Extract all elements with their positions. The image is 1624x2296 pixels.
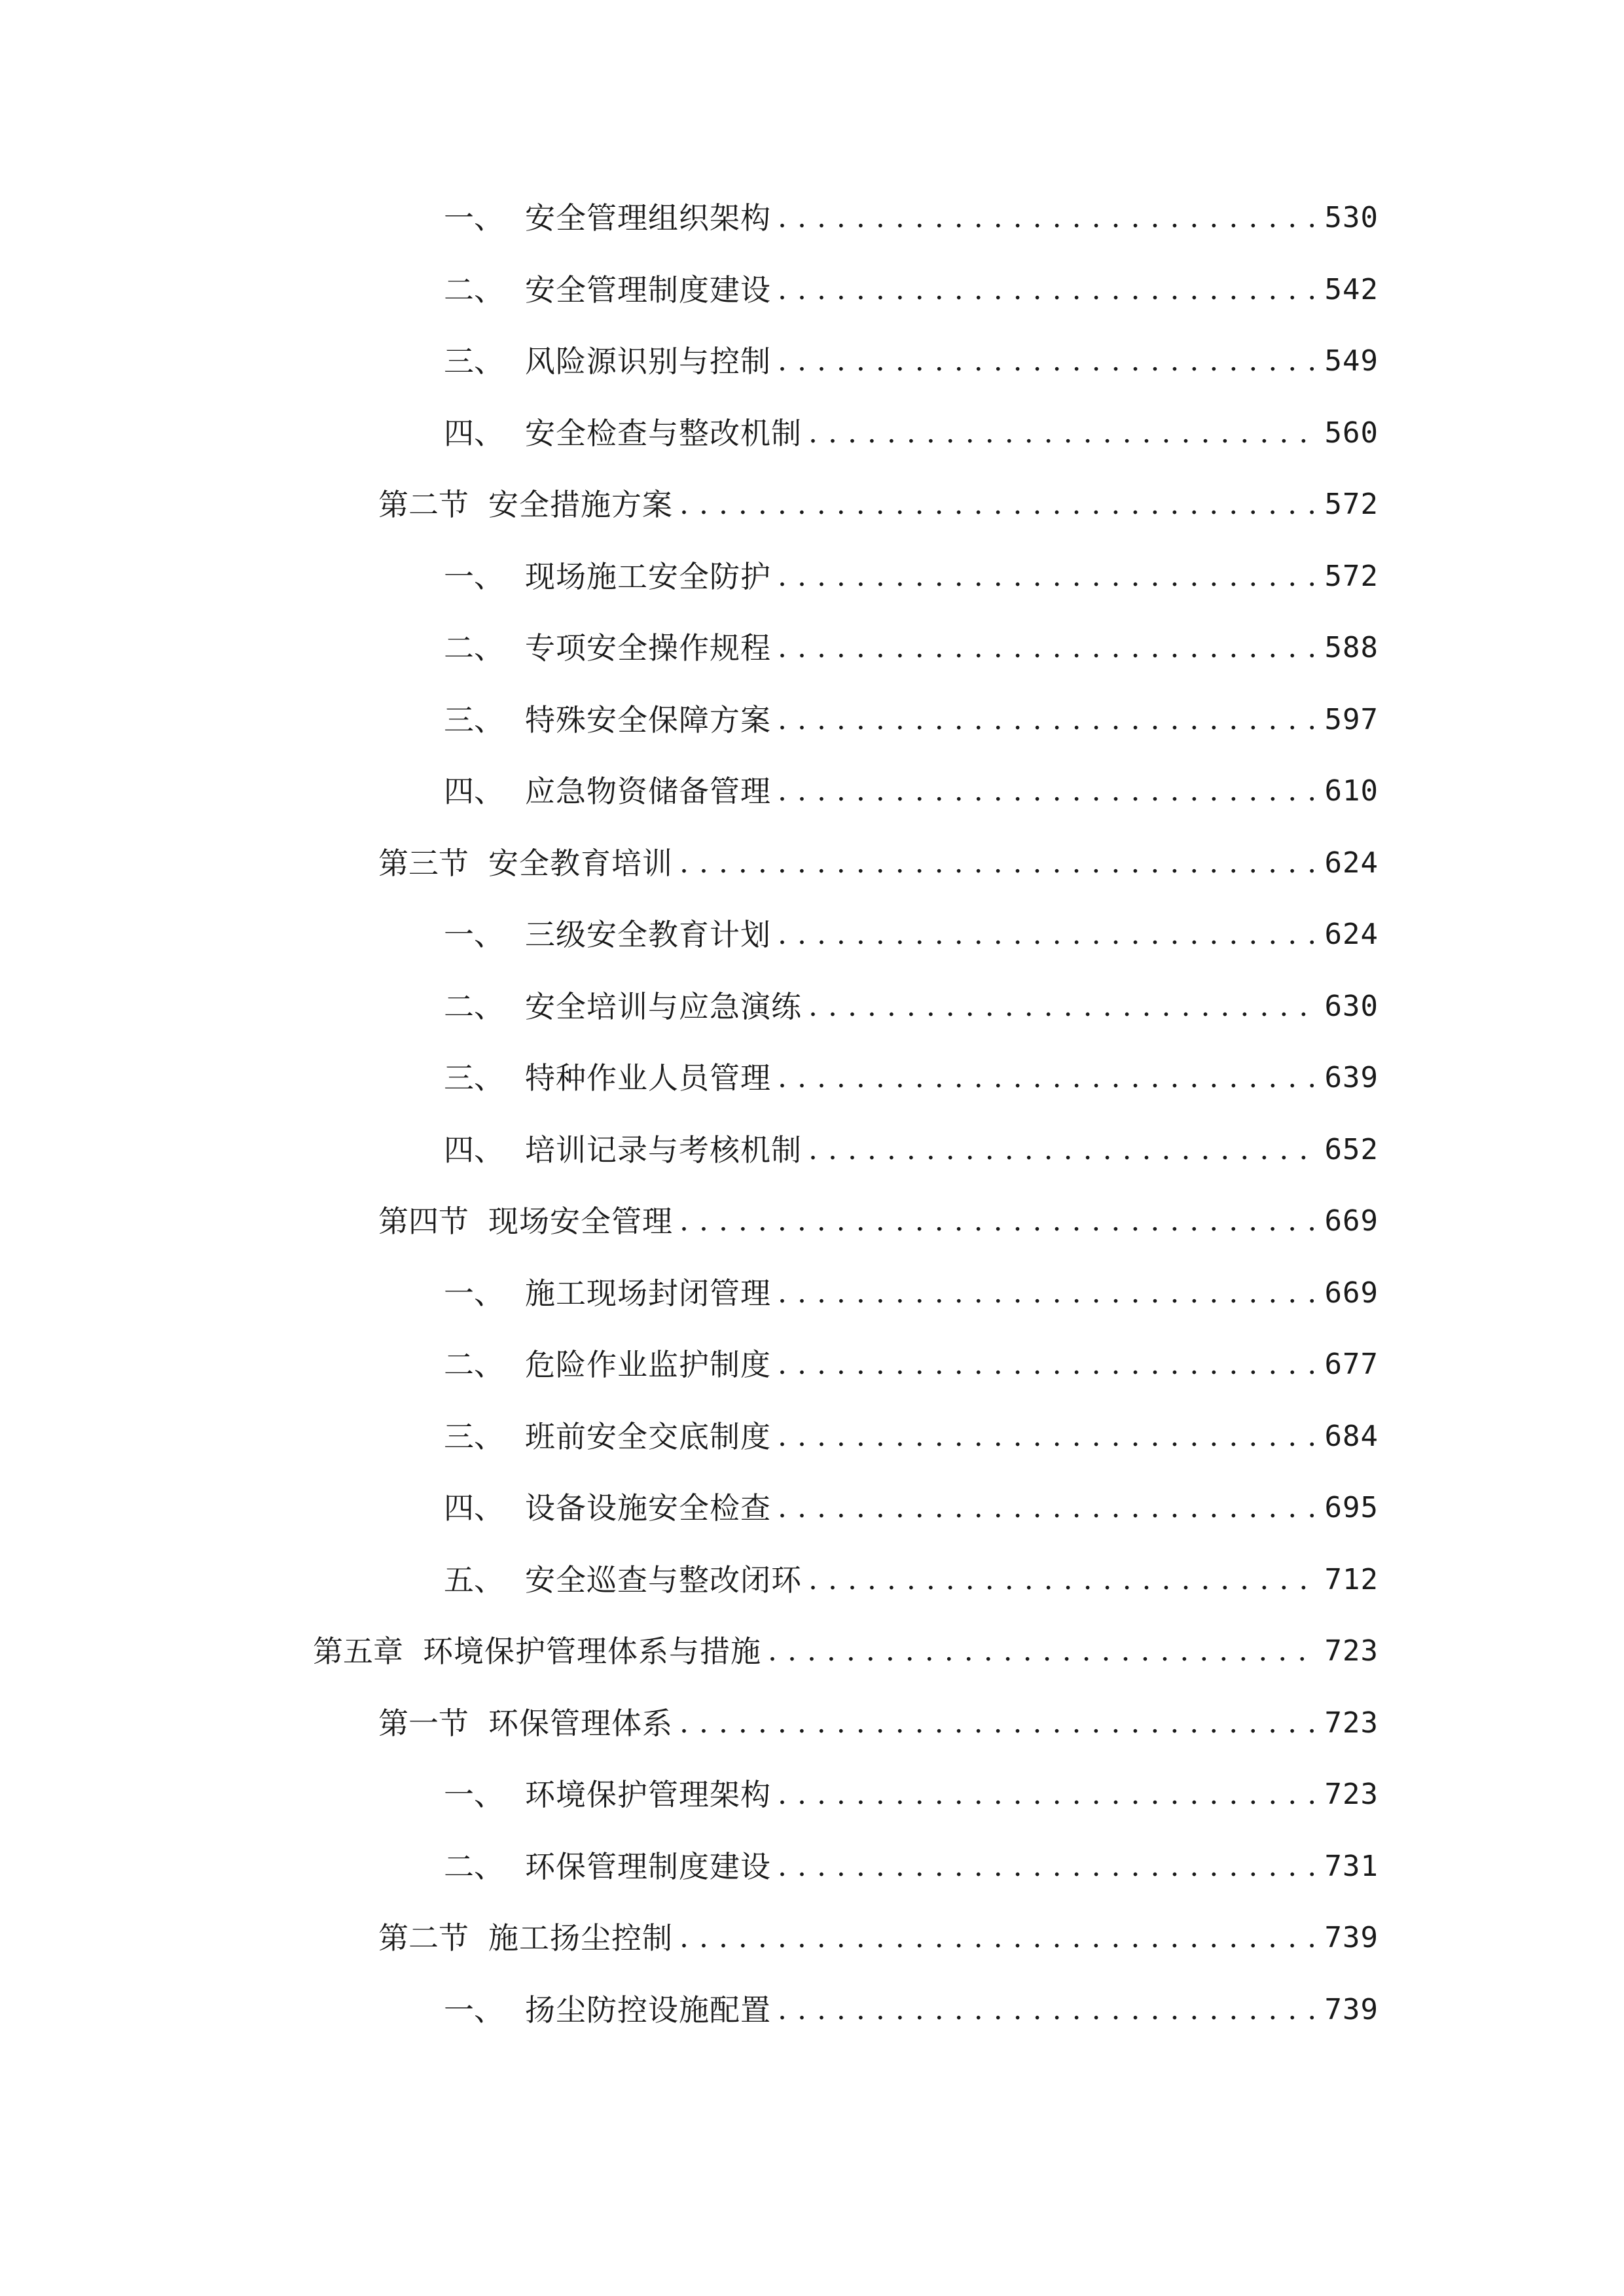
toc-entry-title: 环境保护管理体系与措施 [423,1634,761,1669]
toc-entry-page: 560 [1324,416,1379,450]
toc-entry-page: 712 [1324,1563,1379,1596]
toc-entry-title: 三级安全教育计划 [525,917,771,952]
toc-entry-number: 四、 [444,774,504,809]
dot-leader [808,980,1314,1033]
toc-entry-number: 四、 [444,1132,504,1168]
toc-entry-number: 第三节 [378,846,469,881]
dot-leader [778,908,1314,961]
dot-leader [808,1124,1314,1176]
dot-leader [808,1554,1314,1606]
toc-entry-number: 二、 [444,1849,504,1884]
toc-entry-page: 723 [1324,1778,1379,1811]
toc-entry-page: 723 [1324,1634,1379,1668]
dot-leader [778,192,1314,244]
toc-entry-page: 677 [1324,1348,1379,1381]
toc-entry[interactable] [444,622,1379,674]
dot-leader [778,264,1314,316]
toc-entry-number: 第一节 [378,1706,469,1741]
dot-leader [778,1410,1314,1463]
toc-entry-number: 一、 [444,1992,504,2028]
toc-entry[interactable] [444,1267,1379,1319]
toc-entry-page: 739 [1324,1993,1379,2026]
toc-entry[interactable] [444,1052,1379,1104]
toc-entry-title: 安全巡查与整改闭环 [525,1562,802,1598]
dot-leader [778,1338,1314,1391]
toc-entry-number: 一、 [444,200,504,236]
toc-entry-page: 669 [1324,1204,1379,1238]
dot-leader [778,694,1314,746]
dot-leader [679,1697,1314,1749]
toc-entry[interactable] [378,1195,1379,1247]
toc-entry-title: 风险源识别与控制 [525,344,771,379]
toc-entry[interactable] [378,478,1379,531]
toc-entry-number: 三、 [444,1419,504,1454]
toc-entry-page: 723 [1324,1706,1379,1740]
toc-entry-title: 施工现场封闭管理 [525,1276,771,1311]
toc-entry-number: 五、 [444,1562,504,1598]
toc-entry-page: 624 [1324,918,1379,951]
toc-entry-title: 现场施工安全防护 [525,559,771,594]
dot-leader [778,1052,1314,1104]
dot-leader [679,1195,1314,1247]
toc-entry-number: 一、 [444,1276,504,1311]
toc-entry[interactable] [444,694,1379,746]
toc-entry[interactable] [444,1984,1379,2036]
toc-entry-number: 四、 [444,1490,504,1526]
toc-entry-title: 现场安全管理 [488,1204,673,1239]
toc-entry-title: 培训记录与考核机制 [525,1132,802,1168]
toc-entry-number: 三、 [444,344,504,379]
toc-entry-number: 一、 [444,917,504,952]
dot-leader [778,550,1314,603]
dot-leader [778,335,1314,387]
toc-entry-number: 三、 [444,702,504,738]
dot-leader [778,1984,1314,2036]
toc-entry[interactable] [444,1410,1379,1463]
toc-entry-number: 二、 [444,989,504,1024]
dot-leader [679,478,1314,531]
toc-entry[interactable] [378,837,1379,889]
toc-entry-title: 安全管理制度建设 [525,272,771,308]
toc-entry[interactable] [444,192,1379,244]
dot-leader [778,1267,1314,1319]
toc-entry[interactable] [444,765,1379,817]
toc-entry-title: 应急物资储备管理 [525,774,771,809]
toc-entry-title: 环保管理体系 [488,1706,673,1741]
dot-leader [679,837,1314,889]
toc-entry-title: 班前安全交底制度 [525,1419,771,1454]
toc-entry-page: 739 [1324,1921,1379,1954]
toc-entry-page: 572 [1324,560,1379,593]
toc-entry[interactable] [444,1554,1379,1606]
toc-entry[interactable] [444,550,1379,603]
dot-leader [808,407,1314,459]
toc-entry-title: 安全检查与整改机制 [525,416,802,451]
toc-entry[interactable] [444,335,1379,387]
toc-entry[interactable] [444,1124,1379,1176]
toc-entry-page: 542 [1324,273,1379,306]
toc-entry-title: 环保管理制度建设 [525,1849,771,1884]
toc-entry-page: 530 [1324,201,1379,234]
toc-entry-number: 一、 [444,1777,504,1812]
toc-entry-number: 三、 [444,1060,504,1096]
toc-entry[interactable] [444,908,1379,961]
toc-entry-page: 695 [1324,1491,1379,1524]
toc-entry[interactable] [444,1768,1379,1821]
toc-entry[interactable] [313,1625,1379,1677]
toc-entry[interactable] [378,1697,1379,1749]
toc-entry-page: 684 [1324,1420,1379,1453]
dot-leader [778,622,1314,674]
toc-entry[interactable] [444,1840,1379,1893]
toc-entry-number: 第二节 [378,1920,469,1956]
dot-leader [679,1912,1314,1964]
dot-leader [768,1625,1314,1677]
toc-entry-title: 扬尘防控设施配置 [525,1992,771,2028]
toc-entry-title: 安全培训与应急演练 [525,989,802,1024]
toc-entry-page: 549 [1324,344,1379,378]
toc-entry[interactable] [378,1912,1379,1964]
toc-entry[interactable] [444,264,1379,316]
toc-entry-page: 731 [1324,1850,1379,1883]
toc-entry-page: 652 [1324,1133,1379,1166]
toc-entry-number: 二、 [444,272,504,308]
toc-entry-number: 第二节 [378,487,469,522]
toc-entry-number: 一、 [444,559,504,594]
toc-entry-title: 安全管理组织架构 [525,200,771,236]
toc-entry-number: 二、 [444,1347,504,1382]
toc-entry-page: 639 [1324,1061,1379,1094]
dot-leader [778,1768,1314,1821]
toc-entry-page: 669 [1324,1276,1379,1310]
toc-entry-title: 安全措施方案 [488,487,673,522]
toc-entry-title: 危险作业监护制度 [525,1347,771,1382]
toc-entry-title: 设备设施安全检查 [525,1490,771,1526]
toc-entry-title: 特种作业人员管理 [525,1060,771,1096]
toc-entry-page: 572 [1324,488,1379,521]
toc-entry-page: 610 [1324,774,1379,808]
toc-entry-title: 施工扬尘控制 [488,1920,673,1956]
dot-leader [778,1482,1314,1534]
toc-entry[interactable] [444,407,1379,459]
toc-entry[interactable] [444,1482,1379,1534]
toc-entry-page: 630 [1324,990,1379,1023]
toc-entry-number: 第四节 [378,1204,469,1239]
toc-entry-number: 四、 [444,416,504,451]
toc-entry-number: 二、 [444,630,504,666]
dot-leader [778,765,1314,817]
toc-entry-number: 第五章 [313,1634,403,1669]
toc-entry-title: 专项安全操作规程 [525,630,771,666]
toc-entry-page: 597 [1324,703,1379,736]
toc-entry-page: 588 [1324,631,1379,664]
toc-entry-page: 624 [1324,846,1379,880]
dot-leader [778,1840,1314,1893]
toc-entry[interactable] [444,1338,1379,1391]
toc-entry-title: 安全教育培训 [488,846,673,881]
toc-entry-title: 环境保护管理架构 [525,1777,771,1812]
toc-entry[interactable] [444,980,1379,1033]
toc-entry-title: 特殊安全保障方案 [525,702,771,738]
